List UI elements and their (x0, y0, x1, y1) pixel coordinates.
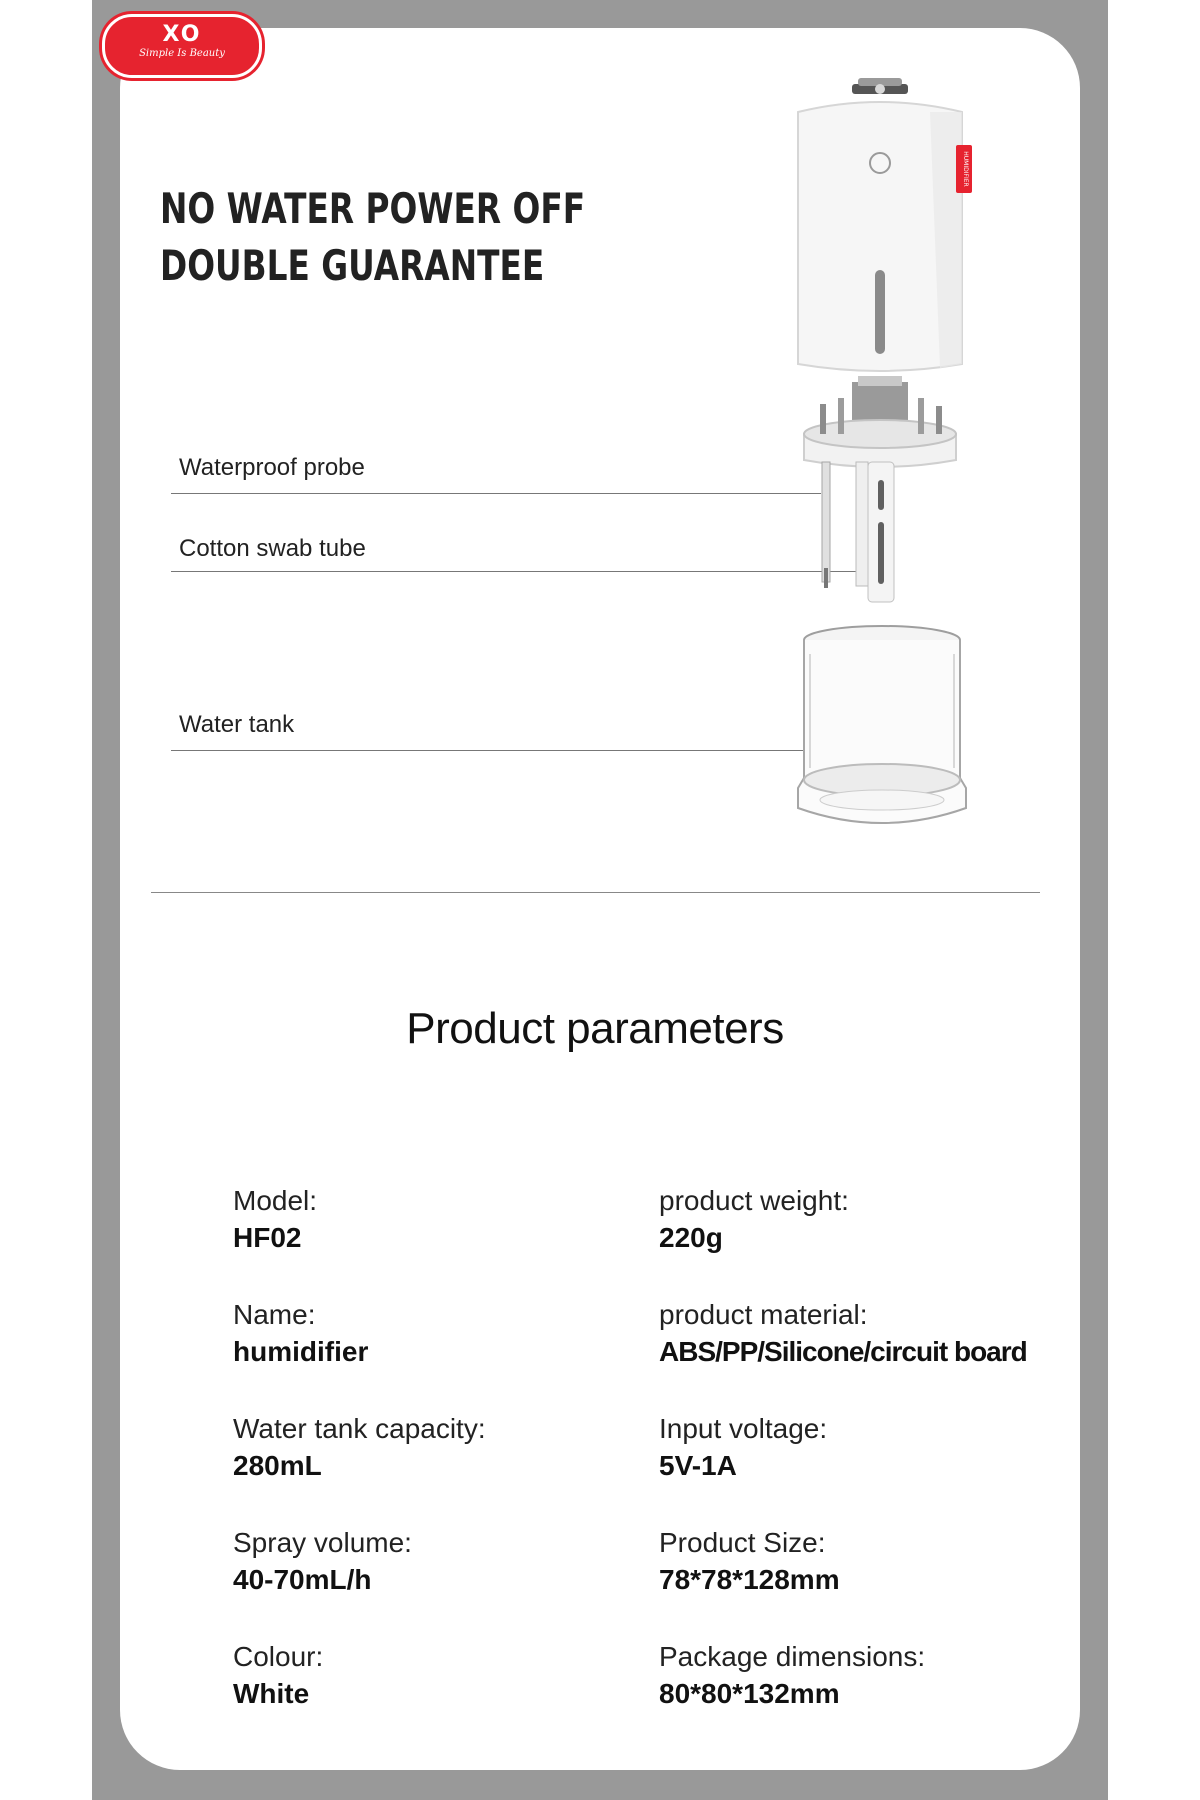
ultrasonic-module (804, 376, 956, 467)
headline-line-2: DOUBLE GUARANTEE (160, 241, 545, 290)
param-model (233, 1183, 317, 1257)
param-value: 40-70mL/h (233, 1564, 372, 1595)
param-label: Spray volume: (233, 1527, 412, 1558)
param-value: 78*78*128mm (659, 1564, 840, 1595)
mist-cap-icon (852, 78, 908, 94)
param-spray-volume (233, 1525, 412, 1599)
param-name (233, 1297, 368, 1371)
param-value: 80*80*132mm (659, 1678, 840, 1709)
param-label: product material: (659, 1299, 868, 1330)
callout-line-swab (171, 571, 889, 572)
param-label: Model: (233, 1185, 318, 1216)
param-value: 280mL (233, 1450, 322, 1481)
param-value: White (233, 1678, 310, 1709)
headline-line-1: NO WATER POWER OFF (160, 184, 586, 233)
parameters-title: Product parameters (406, 1004, 784, 1053)
param-product-material (659, 1297, 1027, 1371)
brand-logo (102, 14, 262, 78)
param-input-voltage (659, 1411, 827, 1485)
humidifier-side-tag (956, 145, 972, 193)
param-value: humidifier (233, 1336, 369, 1367)
param-colour (233, 1639, 323, 1713)
param-product-size (659, 1525, 840, 1599)
param-label: Name: (233, 1299, 316, 1330)
param-label: Package dimensions: (659, 1641, 926, 1672)
param-label: product weight: (659, 1185, 849, 1216)
param-value: 220g (659, 1222, 723, 1253)
param-product-weight (659, 1183, 849, 1257)
param-label: Input voltage: (659, 1413, 828, 1444)
callout-cotton-swab-tube: Cotton swab tube (179, 535, 366, 562)
param-value: 5V-1A (659, 1450, 737, 1481)
param-value: ABS/PP/Silicone/circuit board (659, 1336, 1027, 1367)
section-divider (151, 892, 1040, 893)
callout-line-probe (171, 493, 821, 494)
param-label: Colour: (233, 1641, 324, 1672)
param-value: HF02 (233, 1222, 302, 1253)
callout-water-tank: Water tank (179, 711, 295, 738)
humidifier-exploded-illustration (790, 78, 990, 848)
headline (160, 180, 585, 294)
probe-and-swab-tube (822, 462, 894, 602)
brand-slogan: Simple Is Beauty (139, 48, 225, 59)
param-label: Water tank capacity: (233, 1413, 486, 1444)
water-tank (798, 626, 966, 823)
brand-name: XO (162, 22, 202, 47)
param-water-tank-capacity (233, 1411, 486, 1485)
param-package-dimensions (659, 1639, 925, 1713)
callout-waterproof-probe: Waterproof probe (179, 454, 365, 481)
callout-line-tank (171, 750, 889, 751)
param-label: Product Size: (659, 1527, 826, 1558)
side-tag-text: HUMIDIFIER (962, 151, 969, 187)
upper-housing (798, 102, 962, 371)
